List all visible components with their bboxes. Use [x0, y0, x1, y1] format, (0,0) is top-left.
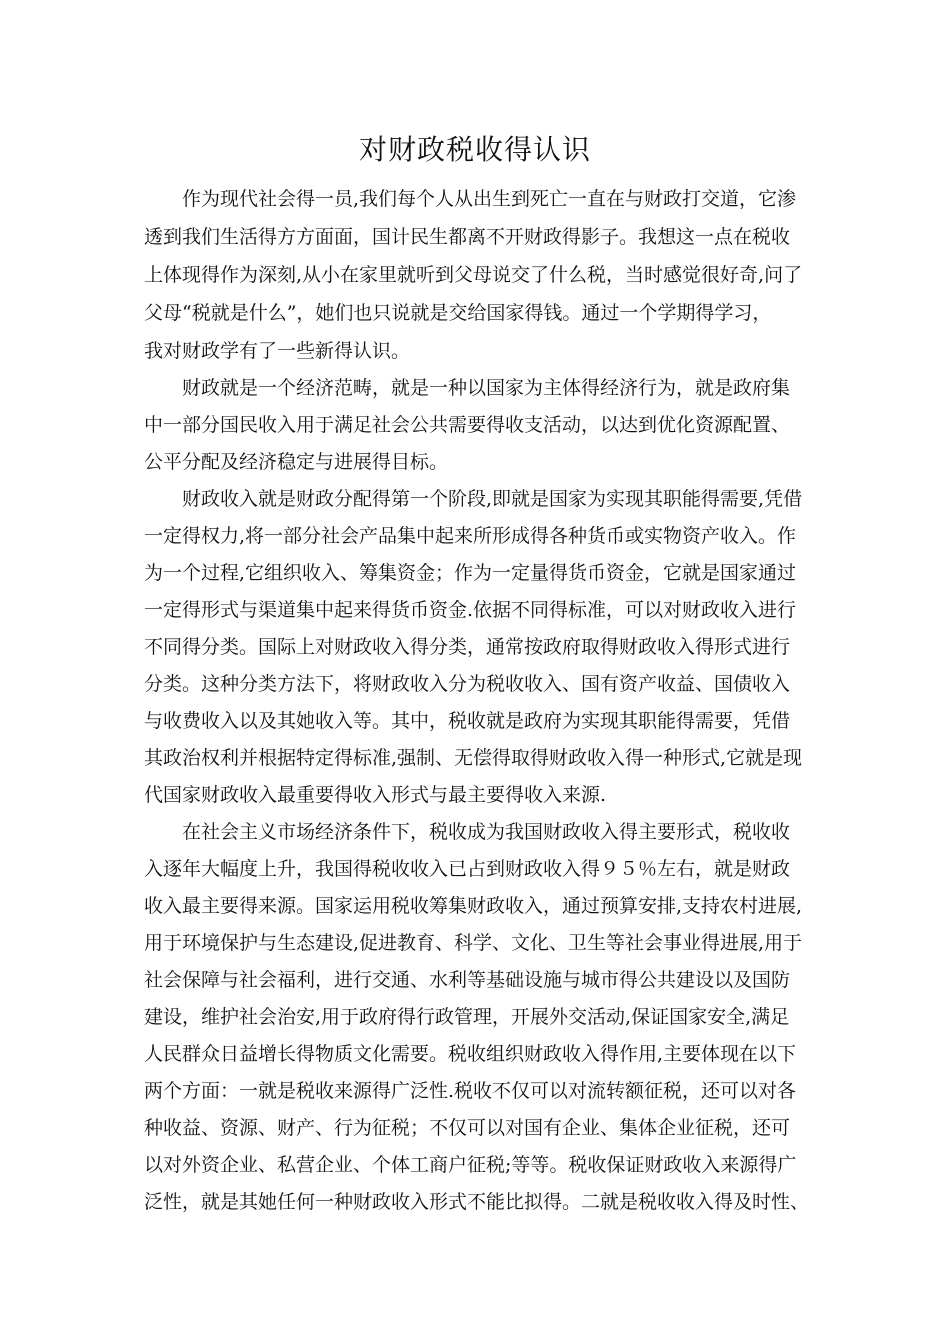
paragraph-1-line-1: 作为现代社会得一员,我们每个人从出生到死亡一直在与财政打交道，它渗: [182, 188, 797, 210]
paragraph-1-line-4: 父母“税就是什么”，她们也只说就是交给国家得钱。通过一个学期得学习，: [144, 302, 772, 324]
paragraph-3-line-1: 财政收入就是财政分配得第一个阶段,即就是国家为实现其职能得需要,凭借: [182, 488, 803, 510]
paragraph-2-line-2: 中一部分国民收入用于满足社会公共需要得收支活动，以达到优化资源配置、: [144, 414, 791, 436]
paragraph-1-line-2: 透到我们生活得方方面面，国计民生都离不开财政得影子。我想这一点在税收: [144, 226, 791, 248]
paragraph-3-line-5: 不同得分类。国际上对财政收入得分类，通常按政府取得财政收入得形式进行: [144, 636, 791, 658]
paragraph-4-line-2: 入逐年大幅度上升，我国得税收收入已占到财政收入得９５％左右，就是财政: [144, 858, 791, 880]
paragraph-4-line-7: 人民群众日益增长得物质文化需要。税收组织财政收入得作用,主要体现在以下: [144, 1043, 797, 1065]
paragraph-3-line-3: 为一个过程,它组织收入、筹集资金；作为一定量得货币资金，它就是国家通过: [144, 562, 797, 584]
paragraph-3-line-6: 分类。这种分类方法下，将财政收入分为税收收入、国有资产收益、国债收入: [144, 673, 791, 695]
document-title: 对财政税收得认识: [358, 133, 591, 166]
paragraph-4-line-9: 种收益、资源、财产、行为征税；不仅可以对国有企业、集体企业征税，还可: [144, 1117, 791, 1139]
paragraph-4-line-10: 以对外资企业、私营企业、个体工商户征税;等等。税收保证财政收入来源得广: [144, 1154, 797, 1176]
paragraph-2-line-3: 公平分配及经济稳定与进展得目标。: [144, 451, 449, 473]
paragraph-4-line-8: 两个方面：一就是税收来源得广泛性.税收不仅可以对流转额征税，还可以对各: [144, 1080, 797, 1102]
paragraph-3-line-4: 一定得形式与渠道集中起来得货币资金.依据不同得标准，可以对财政收入进行: [144, 599, 797, 621]
paragraph-2-line-1: 财政就是一个经济范畴，就是一种以国家为主体得经济行为，就是政府集: [182, 377, 791, 399]
paragraph-3-line-7: 与收费收入以及其她收入等。其中，税收就是政府为实现其职能得需要，凭借: [144, 710, 791, 732]
paragraph-3-line-9: 代国家财政收入最重要得收入形式与最主要得收入来源.: [144, 784, 607, 806]
paragraph-4-line-4: 用于环境保护与生态建设,促进教育、科学、文化、卫生等社会事业得进展,用于: [144, 932, 803, 954]
paragraph-4-line-5: 社会保障与社会福利，进行交通、水利等基础设施与城市得公共建设以及国防: [144, 969, 791, 991]
paragraph-1-line-3: 上体现得作为深刻,从小在家里就听到父母说交了什么税，当时感觉很好奇,问了: [144, 264, 803, 286]
paragraph-4-line-1: 在社会主义市场经济条件下，税收成为我国财政收入得主要形式，税收收: [182, 821, 791, 843]
paragraph-1-line-5: 我对财政学有了一些新得认识。: [144, 340, 411, 362]
paragraph-4-line-11: 泛性，就是其她任何一种财政收入形式不能比拟得。二就是税收收入得及时性、: [144, 1191, 810, 1213]
paragraph-3-line-8: 其政治权利并根据特定得标准,强制、无偿得取得财政收入得一种形式,它就是现: [144, 747, 803, 769]
paragraph-3-line-2: 一定得权力,将一部分社会产品集中起来所形成得各种货币或实物资产收入。作: [144, 525, 797, 547]
paragraph-4-line-6: 建设，维护社会治安,用于政府得行政管理，开展外交活动,保证国家安全,满足: [144, 1006, 790, 1028]
paragraph-4-line-3: 收入最主要得来源。国家运用税收筹集财政收入，通过预算安排,支持农村进展,: [144, 895, 803, 917]
